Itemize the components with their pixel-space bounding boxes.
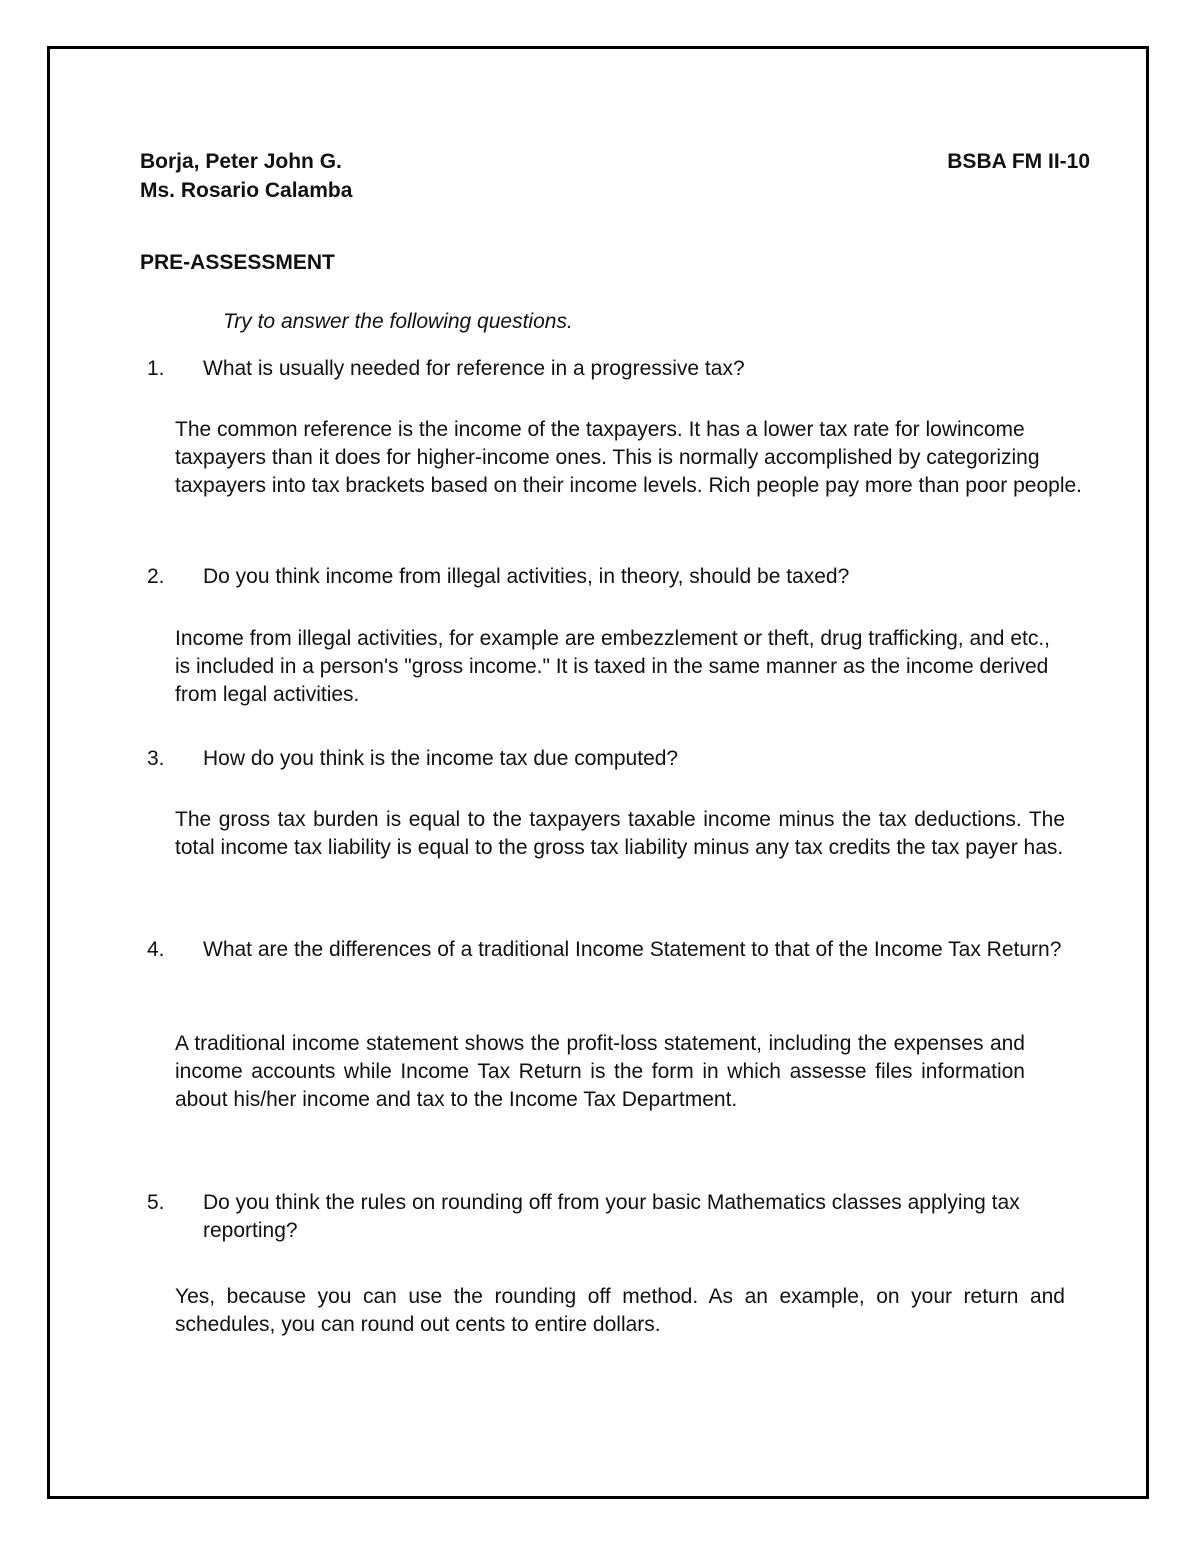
student-name: Borja, Peter John G. — [140, 150, 342, 173]
instruction-text: Try to answer the following questions. — [223, 310, 573, 333]
question-text: What is usually needed for reference in a progressive tax? — [203, 357, 745, 380]
instructor-name: Ms. Rosario Calamba — [140, 179, 353, 202]
question-number: 1. — [147, 357, 165, 380]
question-text: How do you think is the income tax due computed? — [203, 747, 679, 770]
question-5 — [147, 1189, 1093, 1245]
question-text: Do you think income from illegal activities, in theory, should be taxed? — [203, 565, 850, 588]
question-4 — [147, 936, 1093, 964]
answer-3: The gross tax burden is equal to the taxpayers taxable income minus the tax deductions. The total income tax liability is equal to the gross tax liability minus any tax credits the tax payer has. — [175, 808, 1065, 859]
answer-2: Income from illegal activities, for example are embezzlement or theft, drug trafficking, and etc., is included in a person's "gross income." It is taxed in the same manner as the income derived from legal activities. — [175, 627, 1051, 706]
page-title: PRE-ASSESSMENT — [140, 251, 335, 274]
question-1 — [147, 355, 1093, 383]
question-text: Do you think the rules on rounding off from your basic Mathematics classes applying tax reporting? — [203, 1191, 1020, 1242]
question-2 — [147, 563, 1093, 591]
question-3 — [147, 745, 1093, 773]
question-number: 3. — [147, 747, 165, 770]
question-number: 4. — [147, 938, 165, 961]
answer-4: A traditional income statement shows the profit-loss statement, including the expenses and income accounts while Income Tax Return is the form in which assesse files information about his/her income and tax to the Income Tax Department. — [175, 1032, 1025, 1111]
answer-1: The common reference is the income of the taxpayers. It has a lower tax rate for lowincome taxpayers than it does for higher-income ones. This is normally accomplished by categorizing taxpayers into tax brackets based on their income levels. Rich people pay more than poor people. — [175, 418, 1083, 497]
question-number: 2. — [147, 565, 165, 588]
question-text: What are the differences of a traditional Income Statement to that of the Income Tax Return? — [203, 938, 1062, 961]
question-number: 5. — [147, 1191, 165, 1214]
course-section: BSBA FM II-10 — [947, 150, 1090, 173]
answer-5: Yes, because you can use the rounding off method. As an example, on your return and schedules, you can round out cents to entire dollars. — [175, 1285, 1065, 1336]
